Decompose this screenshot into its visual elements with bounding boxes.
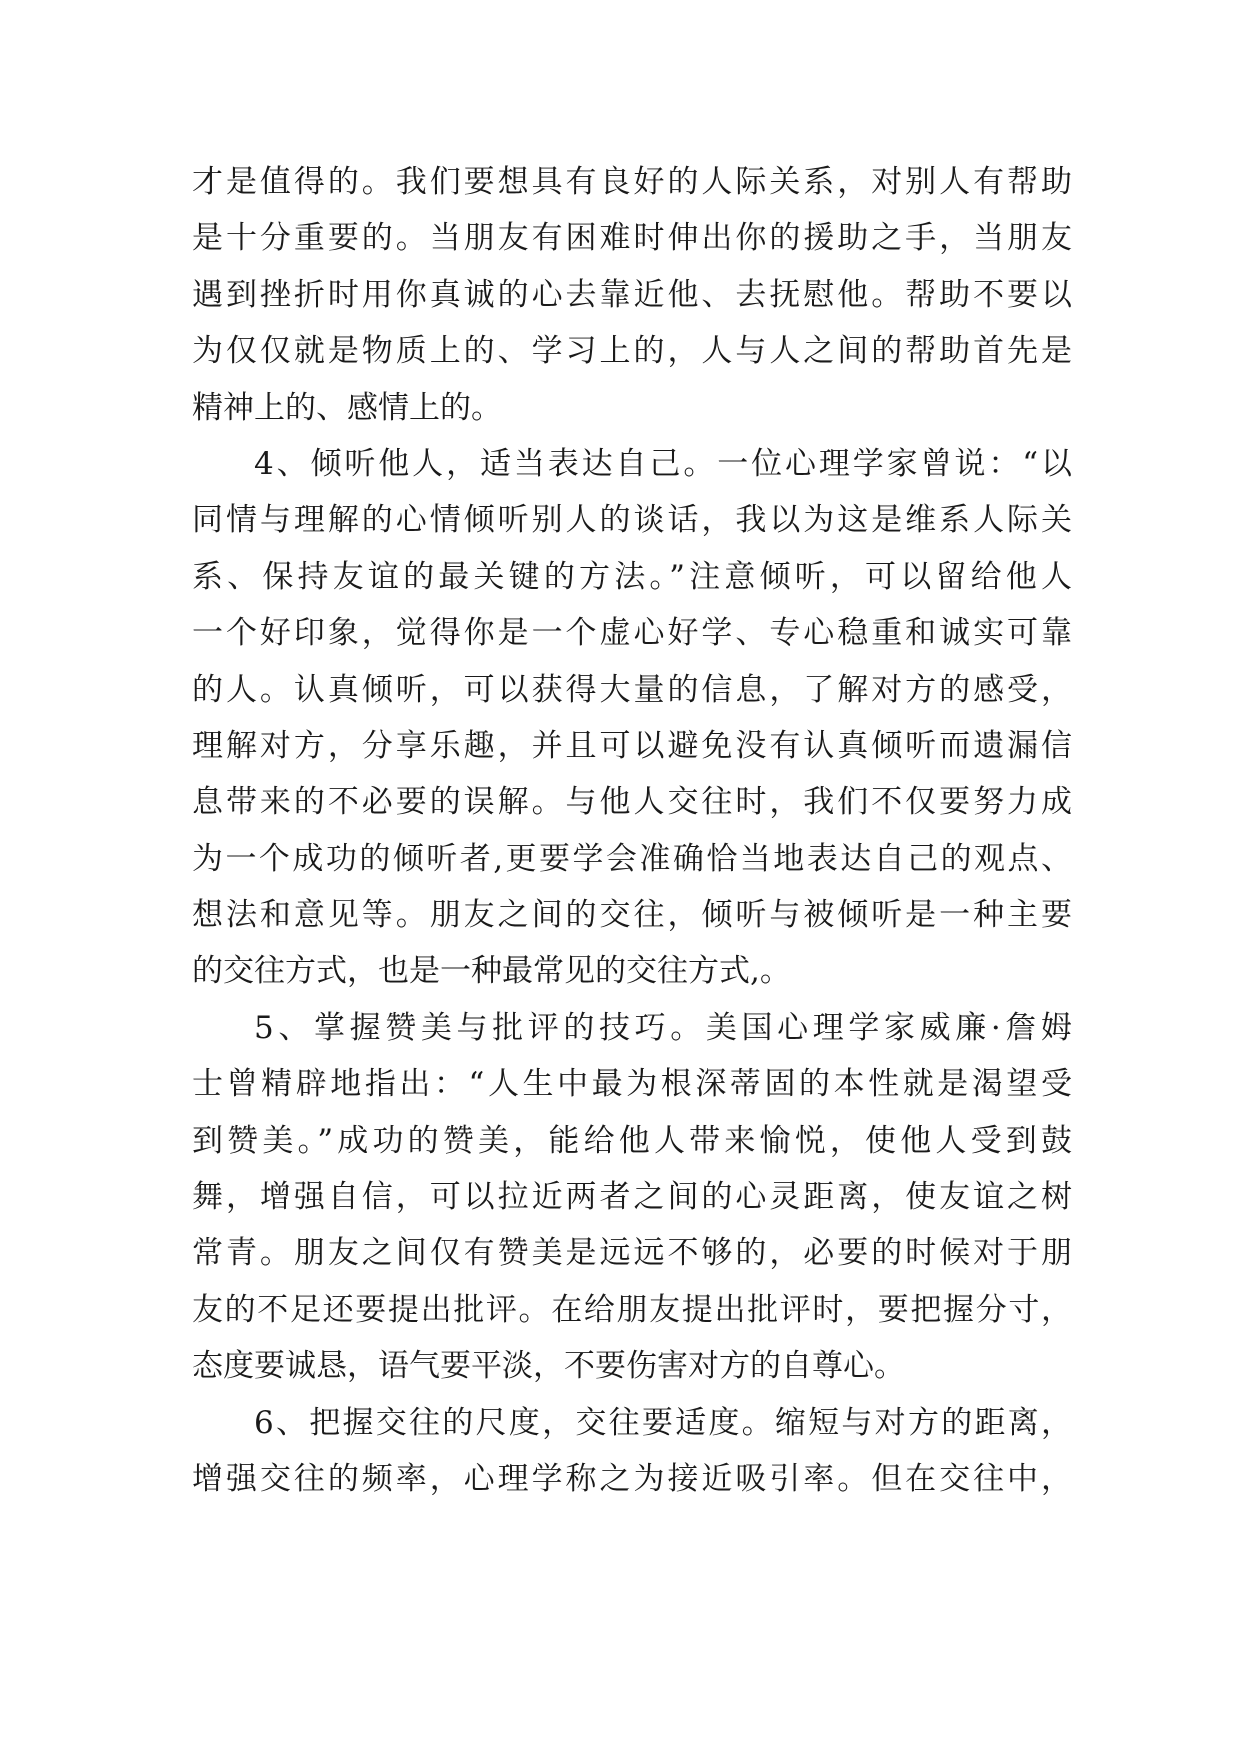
text-line: 士曾精辟地指出：“人生中最为根深蒂固的本性就是渴望受: [192, 1066, 1072, 1103]
text-line: 理解对方，分享乐趣，并且可以避免没有认真倾听而遗漏信: [192, 727, 1072, 764]
text-line: 是十分重要的。当朋友有困难时伸出你的援助之手，当朋友: [192, 220, 1072, 257]
text-line: 想法和意见等。朋友之间的交往，倾听与被倾听是一种主要: [192, 897, 1072, 934]
paragraph-5-start: 5、掌握赞美与批评的技巧。美国心理学家威廉·詹姆: [254, 1009, 1072, 1046]
text-line: 同情与理解的心情倾听别人的谈话，我以为这是维系人际关: [192, 502, 1072, 539]
text-line: 增强交往的频率，心理学称之为接近吸引率。但在交往中，: [192, 1460, 1072, 1497]
text-line: 常青。朋友之间仅有赞美是远远不够的，必要的时候对于朋: [192, 1235, 1072, 1272]
text-line: 精神上的、感情上的。: [192, 389, 502, 426]
paragraph-6-start: 6、把握交往的尺度，交往要适度。缩短与对方的距离，: [254, 1404, 1072, 1441]
text-line: 系、保持友谊的最关键的方法。”注意倾听，可以留给他人: [192, 558, 1072, 595]
text-line: 一个好印象，觉得你是一个虚心好学、专心稳重和诚实可靠: [192, 615, 1072, 652]
paragraph-4-start: 4、倾听他人，适当表达自己。一位心理学家曾说：“以: [254, 445, 1072, 482]
text-line: 息带来的不必要的误解。与他人交往时，我们不仅要努力成: [192, 784, 1072, 821]
text-line: 遇到挫折时用你真诚的心去靠近他、去抚慰他。帮助不要以: [192, 276, 1072, 313]
text-line: 到赞美。”成功的赞美，能给他人带来愉悦，使他人受到鼓: [192, 1122, 1072, 1159]
text-line: 友的不足还要提出批评。在给朋友提出批评时，要把握分寸，: [192, 1291, 1072, 1328]
text-line: 为一个成功的倾听者,更要学会准确恰当地表达自己的观点、: [192, 840, 1072, 877]
text-line: 才是值得的。我们要想具有良好的人际关系，对别人有帮助: [192, 164, 1072, 200]
text-line: 舞，增强自信，可以拉近两者之间的心灵距离，使友谊之树: [192, 1179, 1072, 1216]
text-line: 为仅仅就是物质上的、学习上的，人与人之间的帮助首先是: [192, 333, 1072, 370]
text-line: 态度要诚恳，语气要平淡，不要伤害对方的自尊心。: [192, 1348, 905, 1385]
text-line: 的人。认真倾听，可以获得大量的信息，了解对方的感受，: [192, 671, 1072, 708]
text-line: 的交往方式，也是一种最常见的交往方式,。: [192, 953, 791, 990]
document-body: [192, 154, 1072, 1507]
